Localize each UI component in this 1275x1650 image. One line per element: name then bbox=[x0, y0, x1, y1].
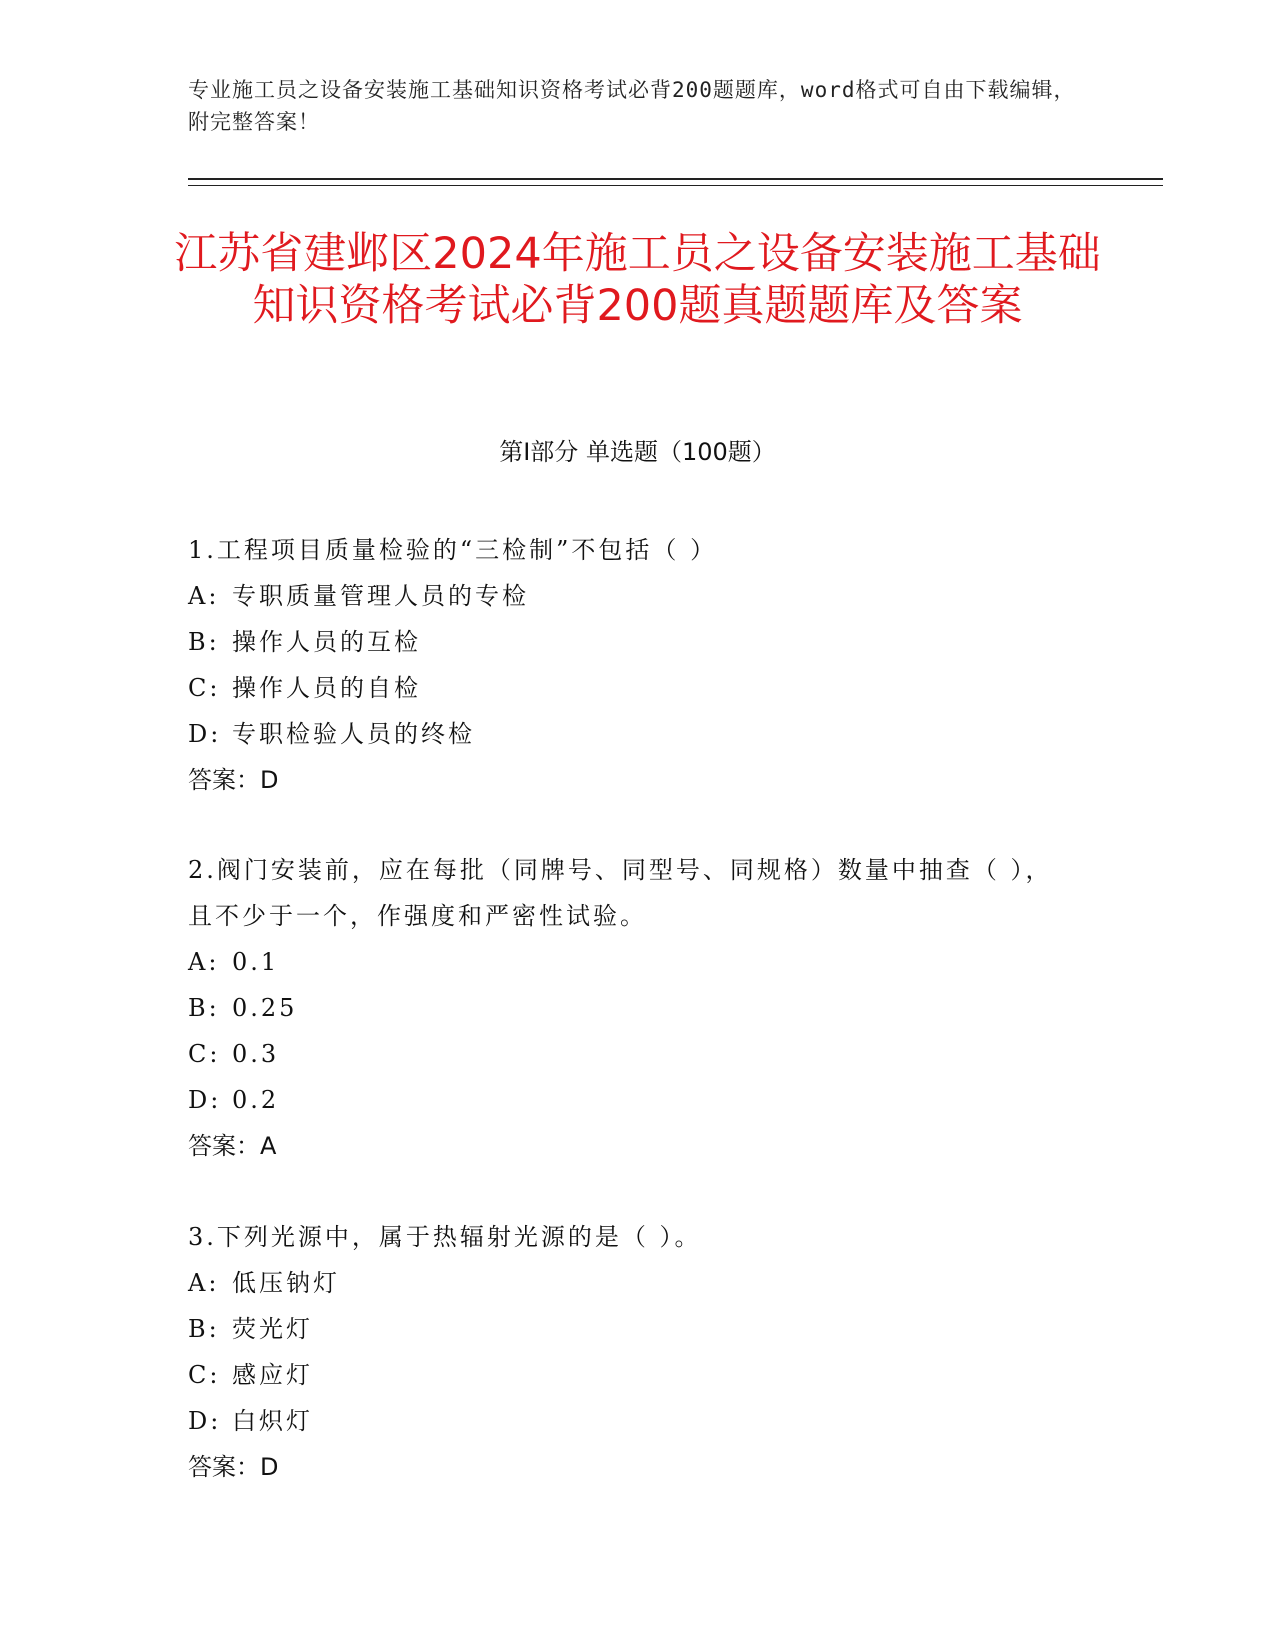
question-item bbox=[188, 1214, 1078, 1490]
option-letter: C: bbox=[188, 1361, 221, 1389]
section-title: 第Ⅰ部分 单选题（100题） bbox=[499, 438, 776, 466]
option-letter: B: bbox=[188, 1315, 220, 1343]
option-letter: A: bbox=[188, 582, 220, 610]
question-item bbox=[188, 847, 1078, 1169]
option-d bbox=[188, 1398, 1078, 1444]
option-letter: D: bbox=[188, 1407, 222, 1435]
option-a bbox=[188, 573, 1078, 619]
option-text: 感应灯 bbox=[232, 1361, 313, 1389]
header-note: 专业施工员之设备安装施工基础知识资格考试必背200题题库，word格式可自由下载编辑，附完整答案！ bbox=[188, 78, 1076, 134]
option-b bbox=[188, 985, 1078, 1031]
option-c bbox=[188, 665, 1078, 711]
option-b bbox=[188, 1306, 1078, 1352]
option-text: 低压钠灯 bbox=[232, 1269, 340, 1297]
option-a bbox=[188, 939, 1078, 985]
option-text: 白炽灯 bbox=[232, 1407, 313, 1435]
option-text: 0.25 bbox=[232, 994, 298, 1022]
answer-line: 答案：D bbox=[188, 1453, 279, 1481]
option-b bbox=[188, 619, 1078, 665]
option-d bbox=[188, 711, 1078, 757]
document-title: 江苏省建邺区2024年施工员之设备安装施工基础知识资格考试必背200题真题题库及答案 bbox=[174, 229, 1101, 331]
option-letter: A: bbox=[188, 1269, 220, 1297]
question-item bbox=[188, 527, 1078, 803]
option-text: 荧光灯 bbox=[232, 1315, 313, 1343]
header-divider-thin bbox=[188, 185, 1163, 186]
option-d bbox=[188, 1077, 1078, 1123]
option-text: 0.2 bbox=[232, 1086, 280, 1114]
question-stem: 2.阀门安装前，应在每批（同牌号、同型号、同规格）数量中抽查（ ），且不少于一个，作强度和严密性试验。 bbox=[188, 856, 1053, 930]
option-text: 专职质量管理人员的专检 bbox=[232, 582, 529, 610]
option-letter: D: bbox=[188, 1086, 222, 1114]
option-text: 操作人员的互检 bbox=[232, 628, 421, 656]
option-c bbox=[188, 1031, 1078, 1077]
option-text: 0.1 bbox=[232, 948, 280, 976]
header-divider-thick bbox=[188, 178, 1163, 180]
option-letter: C: bbox=[188, 1040, 221, 1068]
option-text: 专职检验人员的终检 bbox=[232, 720, 475, 748]
option-a bbox=[188, 1260, 1078, 1306]
option-text: 操作人员的自检 bbox=[232, 674, 421, 702]
option-letter: A: bbox=[188, 948, 220, 976]
option-c bbox=[188, 1352, 1078, 1398]
answer-line: 答案：D bbox=[188, 766, 279, 794]
option-letter: B: bbox=[188, 628, 220, 656]
question-stem: 1.工程项目质量检验的“三检制”不包括（ ） bbox=[188, 536, 718, 564]
option-letter: B: bbox=[188, 994, 220, 1022]
option-letter: C: bbox=[188, 674, 221, 702]
question-stem: 3.下列光源中，属于热辐射光源的是（ ）。 bbox=[188, 1223, 702, 1251]
option-text: 0.3 bbox=[232, 1040, 280, 1068]
answer-line: 答案：A bbox=[188, 1132, 277, 1160]
option-letter: D: bbox=[188, 720, 222, 748]
